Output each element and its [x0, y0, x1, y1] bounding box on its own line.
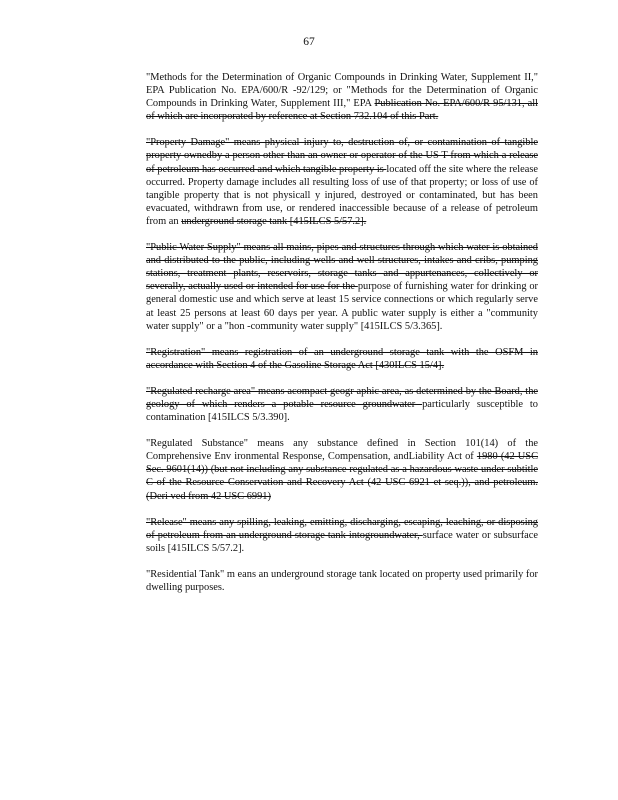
struck-text: 1980 (42 USC Sec. 9601(14)) (but not including any substance regulated as a hazardous waste under subtitle C of the Resource Conservation and Recovery Act (42 USC 6921 et seq.)), and petroleum. (Deri ved from 42 USC 6991) [146, 451, 539, 502]
definition-public-water-supply [146, 241, 538, 333]
definition-methods [146, 71, 538, 123]
struck-text: "Public Water Supply" means all mains, pipes and structures through which water is obtained and distributed to the public, including wells and well structures, intakes and cribs, pumping stations, treatment plants, reservoirs, storage tanks and appurtenances, collectively or severally, actually used or intended for use for the [146, 242, 538, 293]
definition-text: "Regulated Substance" means any substance defined in Section 101(14) of the Comprehensive Env ironmental Response, Compensation, andLiability Act of [146, 438, 538, 463]
struck-text: "Regulated recharge area" means acompact geogr aphic area, as determined by the Board, the geology of which renders a potable resource groundwater [146, 385, 538, 410]
definition-residential-tank [146, 568, 538, 594]
definitions-list [146, 71, 538, 607]
struck-text: "Release" means any spilling, leaking, emitting, discharging, escaping, leaching, or disposing of petroleum from an underground storage tank intogroundwater, [146, 516, 538, 541]
struck-text: "Property Damage" means physical injury to, destruction of, or contamination of tangible property ownedby a person other than an owner or operator of the US T from which a release of petroleum has occurred and which tangible property is [146, 137, 538, 175]
definition-text: "Methods for the Determination of Organic Compounds in Drinking Water, Supplement II," EPA Publication No. EPA/600/R -92/129; or "Methods for the Determination of Organic Compounds in Drinking Water, Supplement III," EPA [146, 72, 538, 110]
definition-regulated-substance [146, 437, 538, 502]
definition-text: located off the site where the release occurred. Property damage includes all resulting loss of use of that property; or loss of use of tangible property that is not physicall y injured, destroyed or contaminated, but has been evacuated, withdrawn from use, or rendered inaccessible because of a release of petroleum from an [146, 163, 538, 227]
struck-text: underground storage tank [415ILCS 5/57.2]. [181, 215, 367, 227]
struck-text: "Registration" means registration of an underground storage tank with the OSFM in accordance with Section 4 of the Gasoline Storage Act [430ILCS 15/4]. [146, 346, 538, 371]
definition-regulated-recharge-area [146, 385, 538, 424]
definition-text: surface water or subsurface soils [415ILCS 5/57.2]. [146, 529, 538, 554]
struck-text: Publication No. EPA/600/R 95/131, all of which are incorporated by reference at Section 732.104 of this Part. [146, 98, 538, 123]
definition-text: particularly susceptible to contamination [415ILCS 5/3.390]. [146, 398, 539, 424]
definition-registration [146, 346, 538, 372]
definition-release [146, 516, 538, 555]
definition-text: "Residential Tank" m eans an underground storage tank located on property used primarily for dwelling purposes. [146, 568, 539, 593]
page-number: 67 [303, 36, 315, 48]
definition-text: purpose of furnishing water for drinking or general domestic use and which serve at least 15 service connections or which regularly serve at least 25 persons at least 60 days per year. A public water supply is either a "community water supply" or a "hon -community water supply" [415ILCS 5/3.365]. [146, 281, 538, 332]
definition-property-damage [146, 136, 538, 228]
